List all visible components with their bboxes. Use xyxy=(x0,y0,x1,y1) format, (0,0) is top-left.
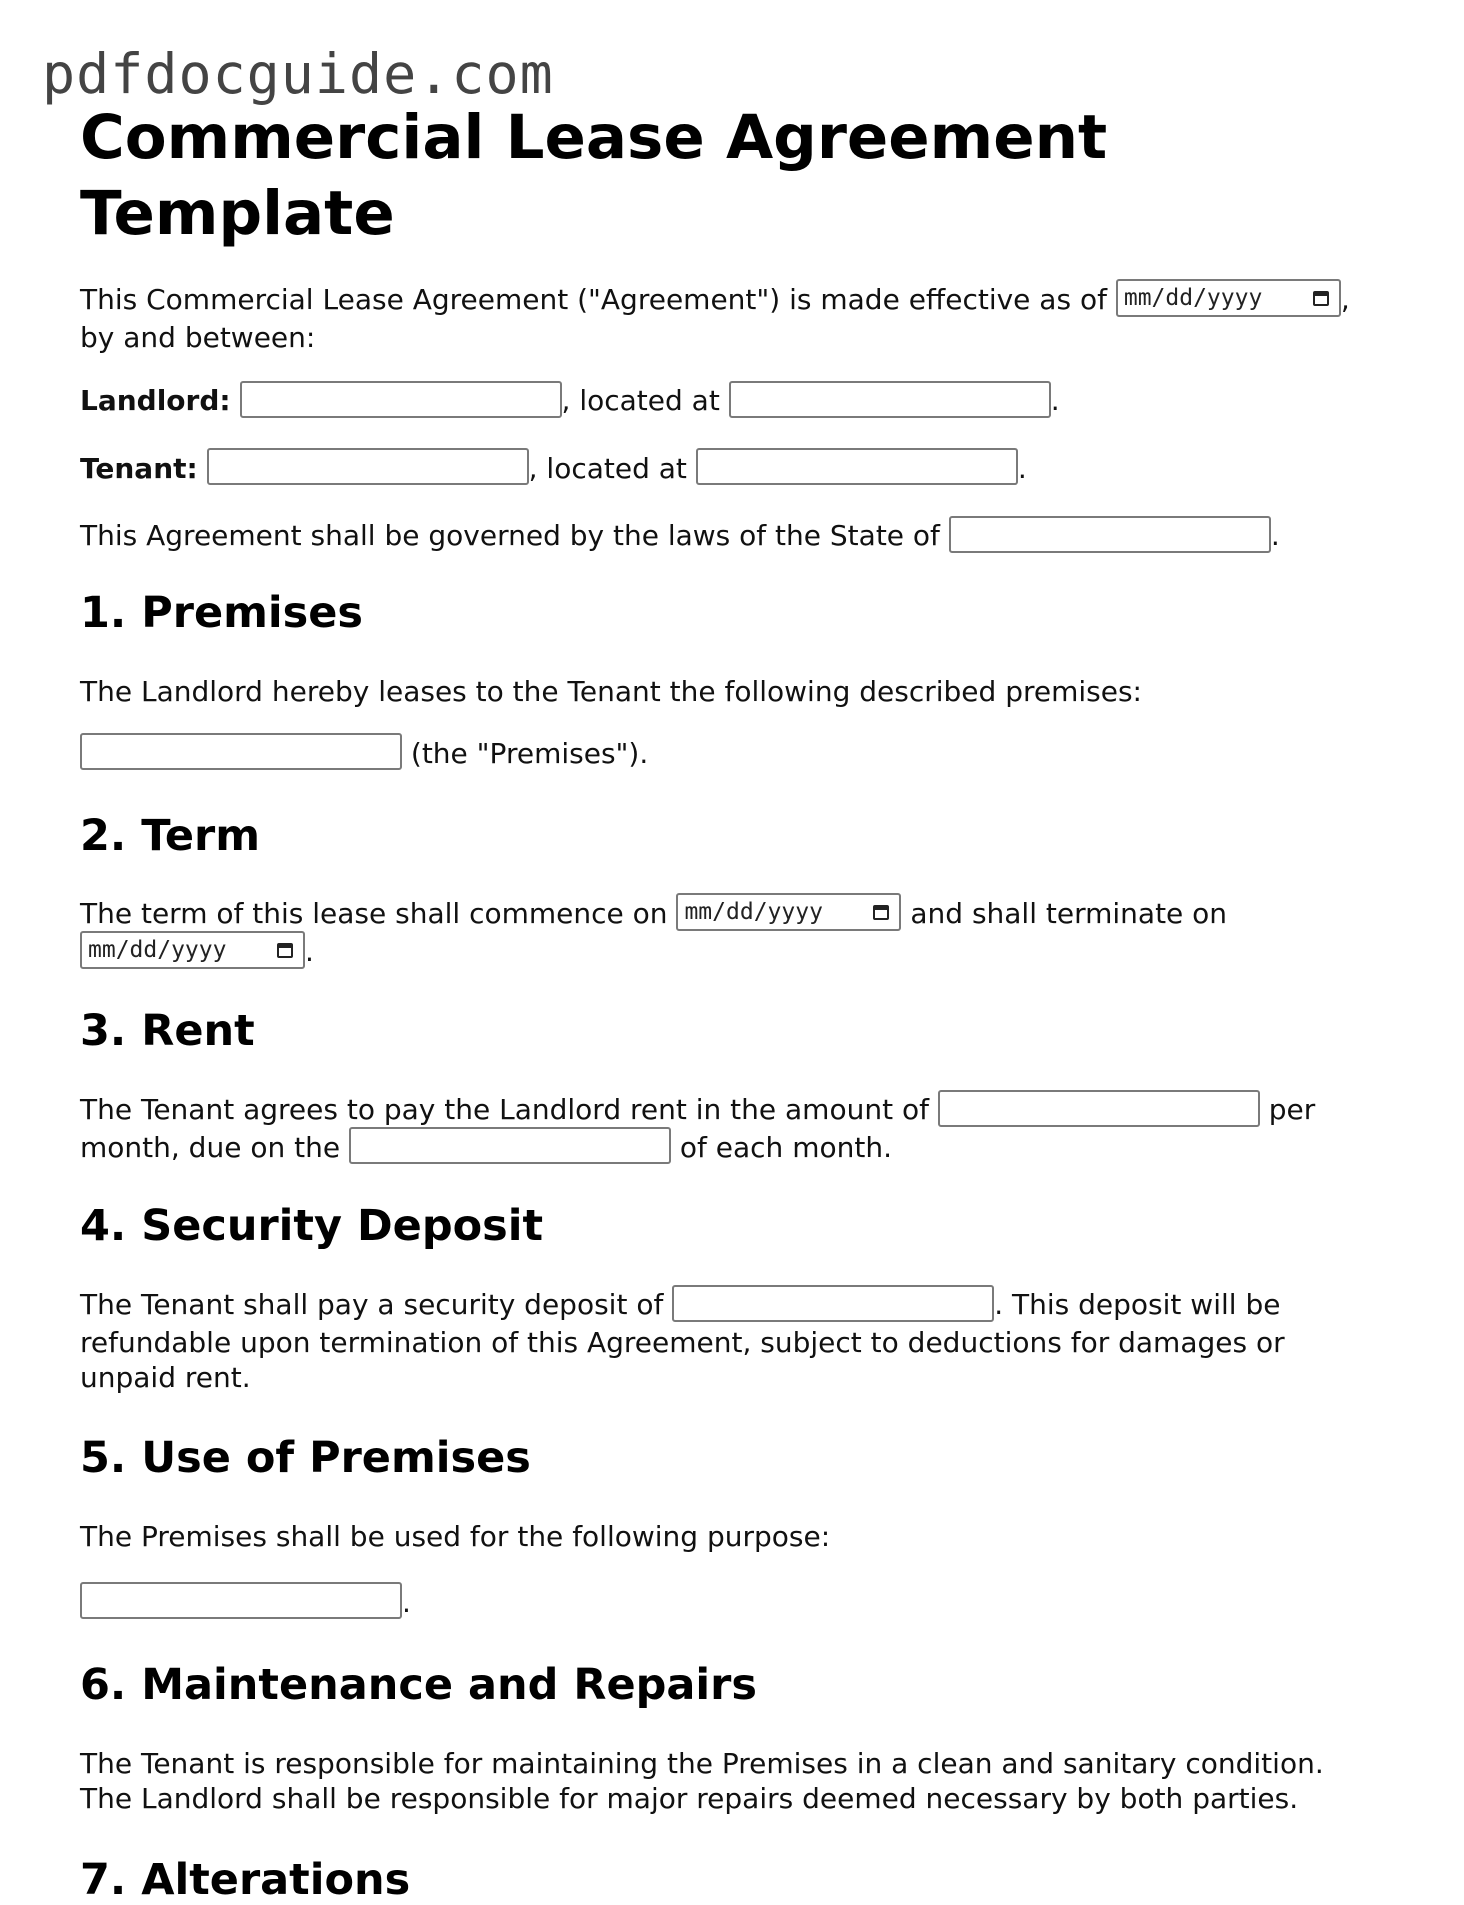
term-paragraph xyxy=(80,896,1400,972)
premises-input-line xyxy=(80,736,1400,774)
section-heading-premises: 1. Premises xyxy=(80,587,364,638)
rent-text-month: month, due on the xyxy=(80,1130,341,1164)
landlord-end-punct: . xyxy=(1050,384,1060,417)
calendar-icon[interactable] xyxy=(277,943,293,958)
commence-date-input[interactable] xyxy=(676,893,901,931)
section-heading-maintenance: 6. Maintenance and Repairs xyxy=(80,1660,757,1710)
rent-due-day-input[interactable] xyxy=(349,1127,671,1164)
governing-law-line xyxy=(80,518,1400,556)
tenant-name-input[interactable] xyxy=(207,448,529,485)
calendar-icon[interactable] xyxy=(1313,291,1329,306)
term-end-punct: . xyxy=(305,935,314,968)
tenant-address-input[interactable] xyxy=(696,448,1018,485)
deposit-line-2: refundable upon termination of this Agreement, subject to deductions for damages or xyxy=(80,1325,1285,1359)
maintenance-line-1: The Tenant is responsible for maintaining the Premises in a clean and sanitary condition. xyxy=(80,1747,1324,1780)
use-input-line xyxy=(80,1585,1400,1623)
section-heading-rent: 3. Rent xyxy=(80,1006,255,1056)
calendar-icon[interactable] xyxy=(873,905,889,920)
governing-end-punct: . xyxy=(1270,519,1280,552)
intro-paragraph xyxy=(80,282,1400,356)
terminate-date-input[interactable] xyxy=(80,931,305,969)
rent-text-after: of each month. xyxy=(679,1130,892,1164)
effective-date-placeholder: mm/dd/yyyy xyxy=(1123,285,1263,311)
rent-text-per: per xyxy=(1268,1093,1316,1126)
premises-description-input[interactable] xyxy=(80,733,402,770)
terminate-date-placeholder: mm/dd/yyyy xyxy=(88,937,227,963)
tenant-line xyxy=(80,451,1400,489)
governing-law-text: This Agreement shall be governed by the laws of the State of xyxy=(80,519,940,552)
maintenance-paragraph xyxy=(80,1746,1400,1816)
intro-comma: , xyxy=(1340,283,1350,316)
deposit-paragraph xyxy=(80,1287,1400,1395)
section-heading-term: 2. Term xyxy=(80,811,261,861)
rent-amount-input[interactable] xyxy=(938,1090,1260,1127)
by-and-between-text: by and between: xyxy=(80,321,316,354)
maintenance-line-2: The Landlord shall be responsible for major repairs deemed necessary by both parties. xyxy=(80,1782,1299,1815)
intro-text: This Commercial Lease Agreement ("Agreement") is made effective as of xyxy=(80,283,1107,316)
term-text-middle: and shall terminate on xyxy=(910,897,1228,930)
landlord-address-input[interactable] xyxy=(729,381,1051,418)
tenant-end-punct: . xyxy=(1017,451,1027,485)
use-purpose-input[interactable] xyxy=(80,1582,402,1619)
deposit-text-before: The Tenant shall pay a security deposit of xyxy=(80,1288,664,1321)
watermark: pdfdocguide.com xyxy=(42,42,554,106)
page-title: Commercial Lease Agreement Template xyxy=(80,102,1108,249)
deposit-amount-input[interactable] xyxy=(672,1285,994,1322)
deposit-text-after: . This deposit will be xyxy=(994,1288,1281,1321)
premises-text: The Landlord hereby leases to the Tenant the following described premises: xyxy=(80,674,1142,708)
section-heading-deposit: 4. Security Deposit xyxy=(80,1201,544,1251)
use-end-punct: . xyxy=(402,1585,411,1619)
landlord-line xyxy=(80,383,1400,421)
tenant-label: Tenant: xyxy=(80,451,198,485)
landlord-name-input[interactable] xyxy=(240,381,562,418)
lease-document xyxy=(80,100,1400,1905)
rent-paragraph xyxy=(80,1092,1400,1167)
deposit-line-3: unpaid rent. xyxy=(80,1360,251,1394)
governing-state-input[interactable] xyxy=(949,516,1271,553)
section-heading-use: 5. Use of Premises xyxy=(80,1432,531,1483)
section-heading-alterations: 7. Alterations xyxy=(80,1855,411,1905)
landlord-label: Landlord: xyxy=(80,384,231,417)
landlord-located-at-text: , located at xyxy=(561,384,720,417)
use-text: The Premises shall be used for the following purpose: xyxy=(80,1519,831,1553)
term-text-before: The term of this lease shall commence on xyxy=(80,897,668,930)
premises-suffix: (the "Premises"). xyxy=(410,736,649,770)
rent-text-before: The Tenant agrees to pay the Landlord rent in the amount of xyxy=(80,1093,929,1126)
effective-date-input[interactable] xyxy=(1116,279,1341,317)
tenant-located-at-text: , located at xyxy=(528,451,687,485)
commence-date-placeholder: mm/dd/yyyy xyxy=(684,899,823,925)
